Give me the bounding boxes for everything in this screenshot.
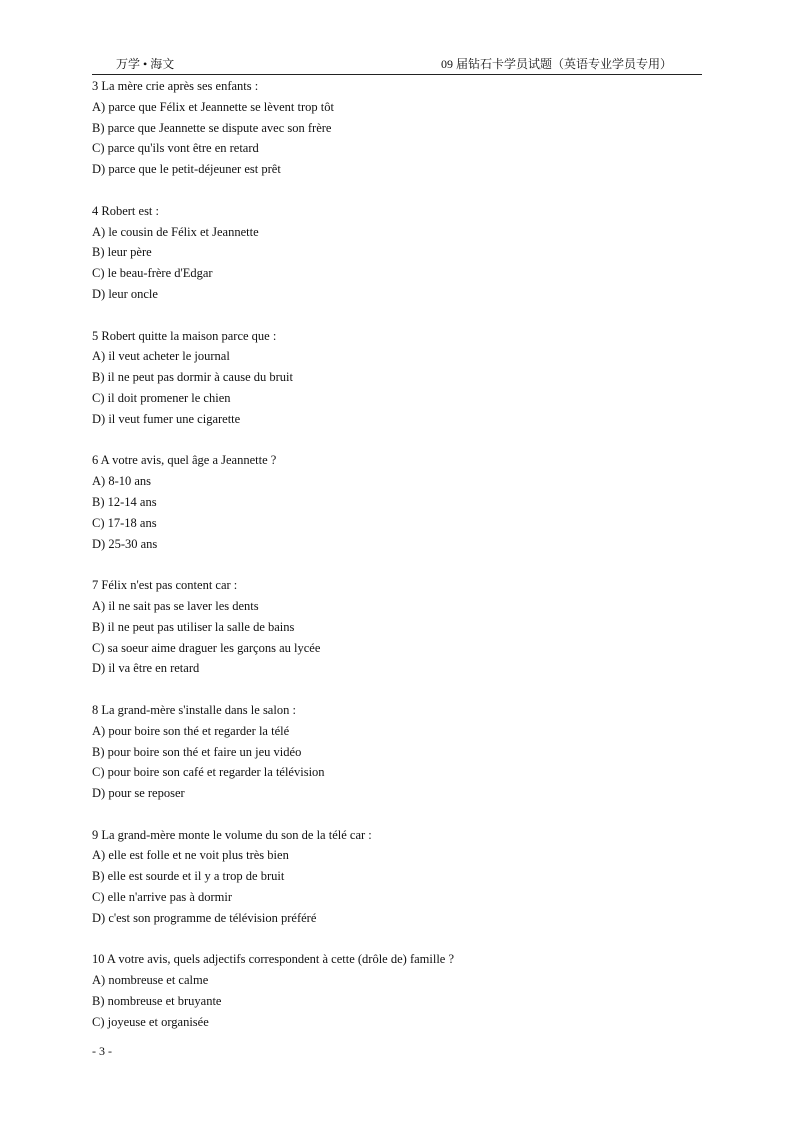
question-7 bbox=[92, 575, 712, 679]
option-b: B) leur père bbox=[92, 245, 152, 260]
page-header bbox=[92, 56, 702, 75]
option-c: C) elle n'arrive pas à dormir bbox=[92, 890, 233, 905]
option-c: C) parce qu'ils vont être en retard bbox=[92, 141, 259, 156]
question-prompt: 7 Félix n'est pas content car : bbox=[92, 578, 238, 593]
option-d: D) pour se reposer bbox=[92, 786, 185, 801]
option-a: A) 8-10 ans bbox=[92, 474, 152, 489]
option-b: B) 12-14 ans bbox=[92, 494, 157, 509]
option-d: D) parce que le petit-déjeuner est prêt bbox=[92, 162, 281, 177]
option-c: C) sa soeur aime draguer les garçons au lycée bbox=[92, 640, 321, 655]
question-8 bbox=[92, 700, 712, 804]
option-b: B) elle est sourde et il y a trop de bruit bbox=[92, 869, 285, 884]
header-right: 09 届钻石卡学员试题（英语专业学员专用） bbox=[440, 57, 672, 71]
option-d: D) leur oncle bbox=[92, 286, 158, 301]
option-a: A) il veut acheter le journal bbox=[92, 349, 230, 364]
option-a: A) pour boire son thé et regarder la télé bbox=[92, 723, 290, 738]
question-prompt: 3 La mère crie après ses enfants : bbox=[92, 79, 259, 93]
question-prompt: 4 Robert est : bbox=[92, 203, 160, 218]
option-b: B) il ne peut pas dormir à cause du bruit bbox=[92, 370, 293, 385]
option-b: B) parce que Jeannette se dispute avec son frère bbox=[92, 120, 332, 135]
option-c: C) pour boire son café et regarder la télévision bbox=[92, 765, 325, 780]
question-9 bbox=[92, 825, 712, 929]
option-b: B) pour boire son thé et faire un jeu vidéo bbox=[92, 744, 302, 759]
option-c: C) il doit promener le chien bbox=[92, 390, 231, 405]
option-d: D) il va être en retard bbox=[92, 661, 200, 676]
option-a: A) nombreuse et calme bbox=[92, 973, 209, 988]
option-a: A) il ne sait pas se laver les dents bbox=[92, 598, 259, 613]
question-prompt: 8 La grand-mère s'installe dans le salon : bbox=[92, 702, 296, 717]
question-10 bbox=[92, 949, 712, 1032]
header-left: 万学 • 海文 bbox=[116, 57, 175, 71]
option-b: B) il ne peut pas utiliser la salle de bains bbox=[92, 619, 295, 634]
option-a: A) parce que Félix et Jeannette se lèvent trop tôt bbox=[92, 99, 334, 114]
page-number: - 3 - bbox=[92, 1044, 112, 1058]
option-a: A) le cousin de Félix et Jeannette bbox=[92, 224, 259, 239]
option-c: C) joyeuse et organisée bbox=[92, 1014, 209, 1029]
question-4 bbox=[92, 201, 712, 305]
option-a: A) elle est folle et ne voit plus très bien bbox=[92, 848, 289, 863]
option-b: B) nombreuse et bruyante bbox=[92, 994, 222, 1009]
option-d: D) 25-30 ans bbox=[92, 536, 158, 551]
option-d: D) c'est son programme de télévision préféré bbox=[92, 910, 317, 925]
question-list bbox=[92, 76, 712, 1053]
question-6 bbox=[92, 450, 712, 554]
option-c: C) 17-18 ans bbox=[92, 515, 157, 530]
question-3 bbox=[92, 76, 712, 180]
question-prompt: 10 A votre avis, quels adjectifs correspondent à cette (drôle de) famille ? bbox=[92, 952, 455, 967]
question-prompt: 5 Robert quitte la maison parce que : bbox=[92, 328, 277, 343]
option-d: D) il veut fumer une cigarette bbox=[92, 411, 241, 426]
option-c: C) le beau-frère d'Edgar bbox=[92, 266, 213, 281]
question-prompt: 6 A votre avis, quel âge a Jeannette ? bbox=[92, 453, 277, 468]
question-5 bbox=[92, 326, 712, 430]
question-prompt: 9 La grand-mère monte le volume du son de la télé car : bbox=[92, 827, 372, 842]
